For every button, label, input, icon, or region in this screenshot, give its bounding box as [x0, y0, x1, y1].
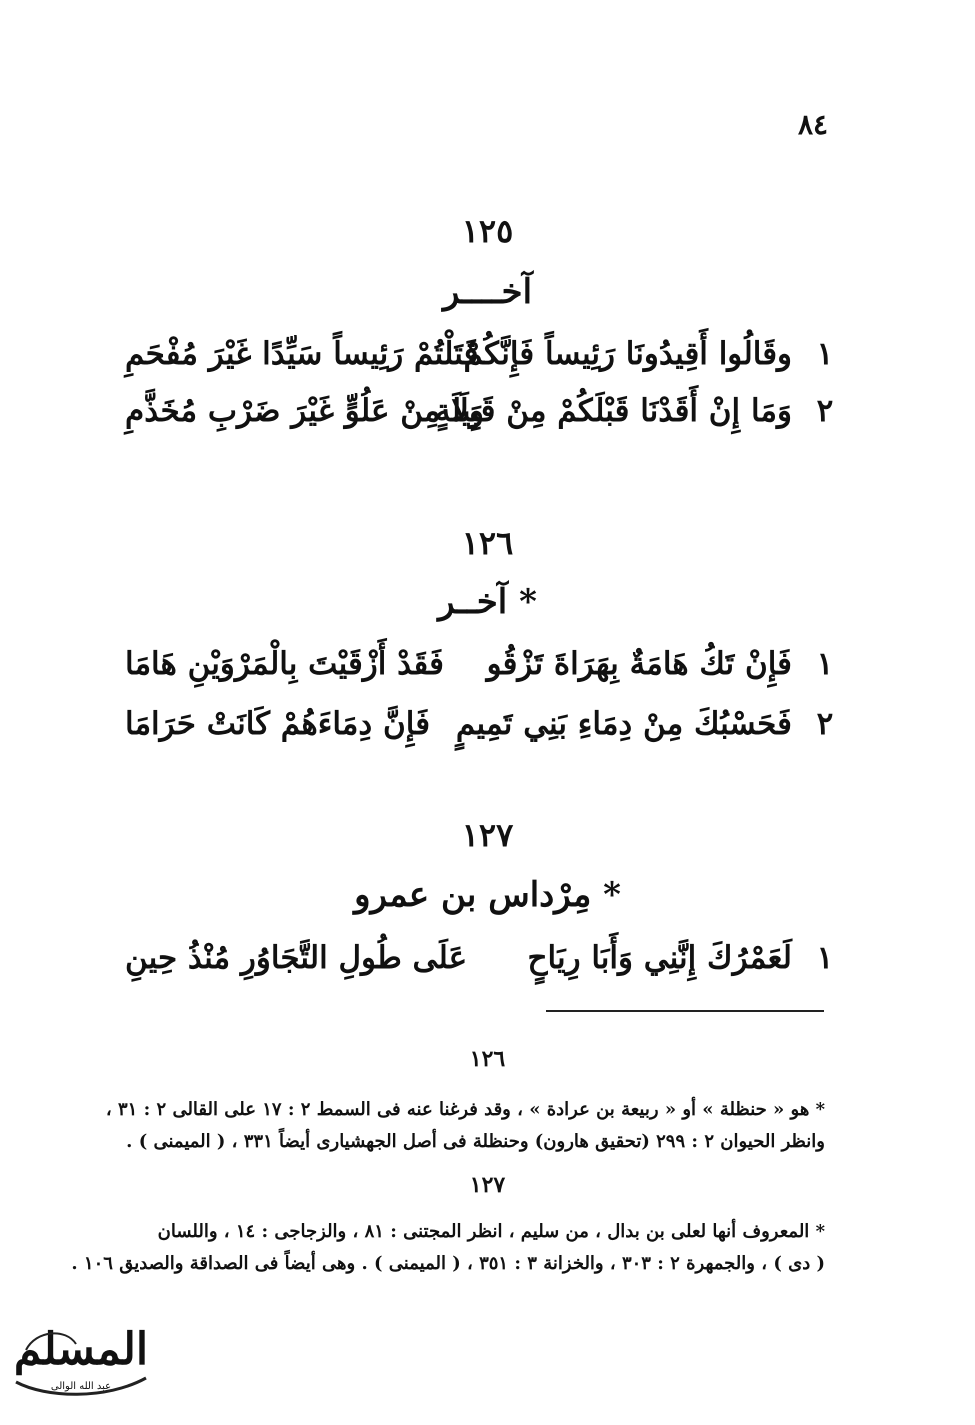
stamp-swash-icon: [6, 1320, 156, 1415]
verse-first-hemistich: وقَالُوا أَقِيدُونَا رَئِيساً فَإِنَّكُمْ: [463, 336, 792, 372]
poem-number: ١٢٥: [461, 212, 514, 250]
footnote-divider: [546, 1010, 824, 1012]
verse-first-hemistich: وَمَا إِنْ أَقَدْنَا قَبْلَكُمْ مِنْ قَبِيلَةٍ: [435, 393, 792, 429]
footnote-number: ١٢٧: [469, 1172, 506, 1198]
library-stamp: [6, 1320, 156, 1415]
verse-number: ١: [816, 646, 834, 682]
verse-first-hemistich: فَإِنْ تَكُ هَامَةٌ بِهَرَاةَ تَزْقُو: [486, 646, 792, 682]
verse-line: [125, 336, 840, 386]
stamp-subtext: عبد الله الوالى: [50, 1381, 112, 1392]
verse-line: [125, 393, 840, 443]
verse-first-hemistich: لَعَمْرُكَ إِنَّنِي وَأَبَا رِيَاحٍ: [527, 940, 792, 976]
verse-number: ١: [816, 940, 834, 976]
footnote-line: * المعروف أنها لعلى بن بدال ، من سليم ، انظر المجتنى : ٨١ ، والزجاجى : ١٤ ، واللسان: [157, 1221, 825, 1242]
verse-second-hemistich: عَلَى طُولِ التَّجَاوُرِ مُنْذُ حِينِ: [125, 940, 468, 976]
verse-number: ١: [816, 336, 834, 372]
poem-title: آخــر *: [438, 582, 537, 622]
footnote-line: * هو « حنظلة » أو « ربيعة بن عرادة » ، وقد فرغنا عنه فى السمط ٢ : ١٧ على القالى ٢ : ٣١ ،: [105, 1099, 825, 1120]
footnote-number: ١٢٦: [469, 1046, 506, 1072]
poem-title: مِرْداس بن عمرو *: [354, 875, 621, 915]
footnote-text: [105, 1094, 825, 1158]
footnote-line: وانظر الحيوان ٢ : ٢٩٩ (تحقيق هارون) وحنظلة فى أصل الجهشيارى أيضاً ٣٣١ ، ( الميمنى ) .: [126, 1131, 825, 1152]
verse-second-hemistich: قَتَلْتُمْ رَئِيساً سَيِّدًا غَيْرَ مُفْحَمِ: [125, 336, 479, 372]
footnote-line: ( دى ) ، والجمهرة ٢ : ٣٠٣ ، والخزانة ٣ : ٣٥١ ، ( الميمنى ) . وهى أيضاً فى الصداقة والصديق ١٠٦ .: [71, 1253, 825, 1274]
verse-second-hemistich: فَإِنَّ دِمَاءَهُمْ كَانَتْ حَرَامَا: [125, 706, 431, 742]
verse-line: [125, 940, 840, 990]
poem-number: ١٢٧: [461, 816, 514, 854]
poem-number: ١٢٦: [461, 524, 514, 562]
verse-number: ٢: [816, 706, 834, 742]
verse-second-hemistich: فَقَدْ أَزْقَيْتَ بِالْمَرْوَيْنِ هَامَا: [125, 646, 444, 682]
page-number: ٨٤: [797, 108, 829, 141]
verse-line: [125, 706, 840, 756]
verse-second-hemistich: وَلَا مِنْ عَلُوٍّ غَيْرَ ضَرْبِ مُخَذَّمِ: [125, 393, 484, 429]
verse-first-hemistich: فَحَسْبُكَ مِنْ دِمَاءِ بَنِي تَمِيمٍ: [455, 706, 792, 742]
poem-title: آخــــر: [442, 272, 533, 312]
footnote-text: [71, 1216, 825, 1280]
stamp-text: المسلم: [13, 1324, 149, 1375]
verse-line: [125, 646, 840, 696]
verse-number: ٢: [816, 393, 834, 429]
